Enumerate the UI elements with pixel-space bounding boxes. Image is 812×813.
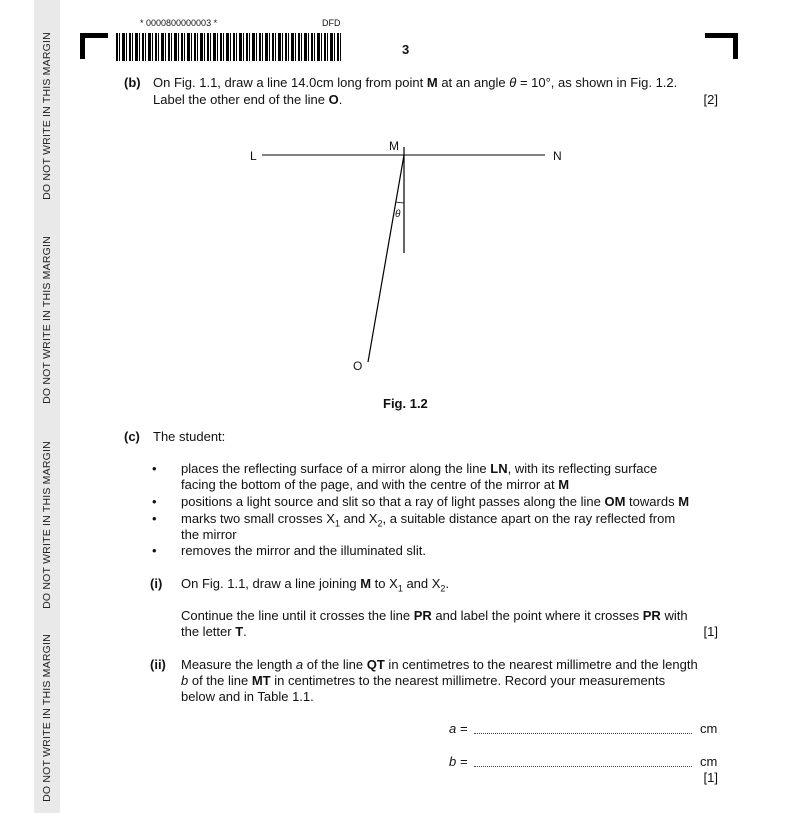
part-c-intro: The student: xyxy=(153,429,226,444)
figure-caption: Fig. 1.2 xyxy=(383,396,428,411)
margin-notice: DO NOT WRITE IN THIS MARGIN xyxy=(41,32,53,200)
bullet-1-line1: places the reflecting surface of a mirror along the line LN, with its reflecting surface xyxy=(181,461,658,476)
bullet: • xyxy=(152,461,157,476)
part-c-ii-label: (ii) xyxy=(150,657,166,672)
label-L: L xyxy=(250,149,257,163)
label-theta: θ xyxy=(395,209,401,220)
part-c-ii-line2: b of the line MT in centimetres to the nearest millimetre. Record your measurements xyxy=(181,673,666,688)
part-b-label: (b) xyxy=(124,75,141,90)
bullet: • xyxy=(152,511,157,526)
part-c-ii-line1: Measure the length a of the line QT in centimetres to the nearest millimetre and the length xyxy=(181,657,698,672)
part-c-ii-line3: below and in Table 1.1. xyxy=(181,689,314,704)
bullet-2: positions a light source and slit so that a ray of light passes along the line OM towards M xyxy=(181,494,690,509)
answer-b-label: b = xyxy=(449,754,468,769)
margin-notice: DO NOT WRITE IN THIS MARGIN xyxy=(41,236,53,404)
label-N: N xyxy=(553,149,562,163)
part-c-i-line1: On Fig. 1.1, draw a line joining M to $X_1$ and $X_2$. xyxy=(181,576,450,594)
part-b-marks: [2] xyxy=(703,92,718,107)
answer-b-unit: cm xyxy=(700,754,718,769)
bullet-4: removes the mirror and the illuminated slit. xyxy=(181,543,426,558)
barcode-number: * 0000800000003 * xyxy=(140,18,218,28)
bullet-3-line2: the mirror xyxy=(181,527,237,542)
bullet: • xyxy=(152,543,157,558)
document-code: DFD xyxy=(322,18,341,28)
bullet-3-line1: marks two small crosses $X_1$ and $X_2$, a suitable distance apart on the ray reflected from xyxy=(181,511,676,529)
page-number: 3 xyxy=(402,42,410,57)
part-b-line2: Label the other end of the line O. xyxy=(153,92,343,107)
part-c-label: (c) xyxy=(124,429,140,444)
label-M: M xyxy=(389,139,399,153)
margin-notice: DO NOT WRITE IN THIS MARGIN xyxy=(41,441,53,609)
part-c-i-line3: the letter T. xyxy=(181,624,247,639)
label-O: O xyxy=(353,359,363,373)
part-c-i-line2: Continue the line until it crosses the line PR and label the point where it crosses PR with xyxy=(181,608,688,623)
bullet: • xyxy=(152,494,157,509)
part-b-line1: On Fig. 1.1, draw a line 14.0cm long from point M at an angle θ = 10°, as shown in Fig. 1.2. xyxy=(153,75,678,90)
answer-a-unit: cm xyxy=(700,721,718,736)
part-c-i-marks: [1] xyxy=(703,624,718,639)
answer-a-label: a = xyxy=(449,721,468,736)
part-c-ii-marks: [1] xyxy=(703,770,718,785)
line-OM xyxy=(368,155,404,362)
part-c-i-label: (i) xyxy=(150,576,163,591)
answer-a-field[interactable] xyxy=(474,733,692,734)
bullet-1-line2: facing the bottom of the page, and with the centre of the mirror at M xyxy=(181,477,570,492)
margin-notice: DO NOT WRITE IN THIS MARGIN xyxy=(41,634,53,802)
angle-arc xyxy=(396,202,404,203)
answer-b-field[interactable] xyxy=(474,766,692,767)
